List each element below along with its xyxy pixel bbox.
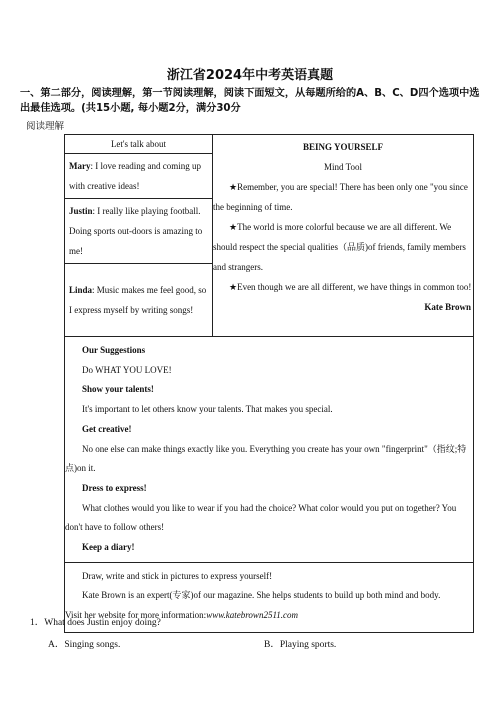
option-a[interactable]: A．Singing songs. [48, 640, 121, 650]
person-cell-mary [65, 154, 213, 199]
person-name: Linda [69, 285, 93, 295]
suggestions-heading: Our Suggestions [82, 345, 146, 355]
suggestion-body: No one else can make things exactly like you. Everything you create has your own "fingerprint"（指纹;特点)on it. [65, 443, 467, 474]
left-header-text: Let's talk about [110, 139, 167, 149]
suggestion-head: Get creative! [82, 423, 132, 434]
person-text: : Music makes me feel good, so I express myself by writing songs! [69, 285, 207, 315]
person-name: Justin [69, 206, 93, 216]
suggestion-head: Keep a diary! [82, 542, 135, 553]
suggestions-intro: Do WHAT YOU LOVE! [82, 364, 172, 375]
question-text: 1．What does Justin enjoy doing? [30, 618, 161, 628]
person-text: : I love reading and coming up with creative ideas! [69, 161, 201, 191]
footer-line: Draw, write and stick in pictures to express yourself! [82, 570, 273, 581]
website-link[interactable]: www.katebrown2511.com [206, 610, 299, 621]
article-author: Kate Brown [424, 302, 471, 312]
person-cell-linda [65, 264, 213, 337]
footer-website-prefix: Visit her website for more information: [65, 610, 207, 621]
article-subtitle: Mind Tool [324, 162, 362, 172]
article-title: BEING YOURSELF [303, 142, 383, 152]
left-header-cell [65, 135, 213, 154]
article-paragraph: ★The world is more colorful because we are all different. We should respect the special qualities（品质)of friends, family members and strangers. [213, 222, 466, 272]
page-title: 浙江省2024年中考英语真题 [166, 68, 334, 83]
person-cell-justin [65, 199, 213, 264]
person-text: : I really like playing football. Doing sports out-doors is amazing to me! [69, 206, 203, 256]
article-paragraph: ★Even though we are all different, we have things in common too! [229, 282, 472, 292]
suggestion-body: It's important to let others know your talents. That makes you special. [82, 404, 333, 415]
section-instructions: 一、第二部分，阅读理解，第一节阅读理解，阅读下面短文，从每题所给的A、B、C、D四个选项中选出最佳选项。(共15小题, 每小题2分，满分30分 [20, 88, 480, 114]
suggestions-cell [65, 337, 474, 563]
article-paragraph: ★Remember, you are special! There has been only one "you since the beginning of time. [213, 182, 468, 212]
suggestion-body: What clothes would you like to wear if you had the choice? What color would you put on together? You don't have to follow others! [65, 502, 457, 533]
footer-line: Kate Brown is an expert(专家)of our magazine. She helps students to build up both mind and body. [82, 590, 441, 601]
suggestion-head: Show your talents! [82, 384, 154, 395]
article-cell [213, 135, 474, 337]
section-sublabel: 阅读理解 [26, 121, 65, 132]
option-b[interactable]: B．Playing sports. [264, 640, 337, 650]
reading-passage-table [64, 134, 474, 633]
suggestion-head: Dress to express! [82, 482, 147, 493]
person-name: Mary [69, 161, 91, 171]
